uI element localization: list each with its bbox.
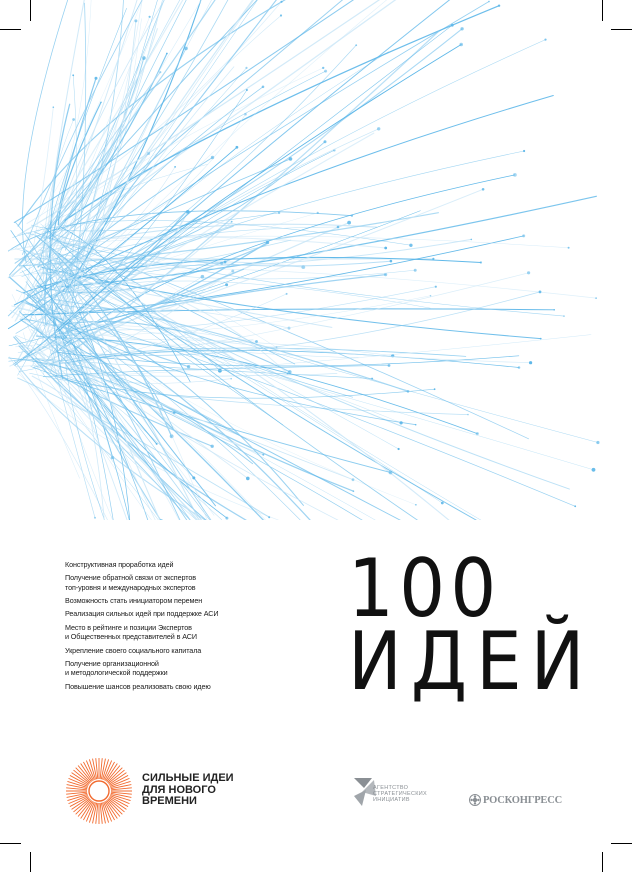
asi-logo-text: АГЕНТСТВО СТРАТЕГИЧЕСКИХ ИНИЦИАТИВ — [373, 785, 427, 803]
slogan: СИЛЬНЫЕ ИДЕИ ДЛЯ НОВОГО ВРЕМЕНИ — [142, 772, 234, 807]
sun-logo-icon — [64, 756, 134, 826]
benefit-item: Укрепление своего социального капитала — [65, 645, 202, 655]
benefit-item: Получение обратной связи от экспертов топ-уровня и международных экспертов — [65, 573, 196, 592]
benefit-item: Место в рейтинге и позиции Экспертов и Общественных представителей в АСИ — [65, 622, 197, 642]
benefits-list — [65, 560, 335, 695]
title-number: 100 — [348, 542, 502, 635]
crop-mark — [0, 843, 21, 844]
crop-mark — [602, 852, 603, 872]
title-word: ИДЕЙ — [348, 615, 594, 708]
roscongress-mark-icon — [469, 794, 481, 806]
benefit-item: Конструктивная проработка идей — [65, 560, 174, 569]
roscongress-label: РОСКОНГРЕСС — [483, 794, 562, 806]
crop-mark — [611, 843, 632, 844]
crop-mark — [30, 852, 31, 872]
benefit-item: Реализация сильных идей при поддержке АСИ — [65, 609, 219, 619]
page-title — [348, 542, 621, 708]
benefit-item: Возможность стать инициатором перемен — [65, 596, 203, 606]
roscongress-logo — [469, 794, 562, 806]
benefit-item: Повышение шансов реализовать свою идею — [65, 681, 211, 691]
benefit-item: Получение организационной и методологической поддержки — [65, 658, 168, 678]
